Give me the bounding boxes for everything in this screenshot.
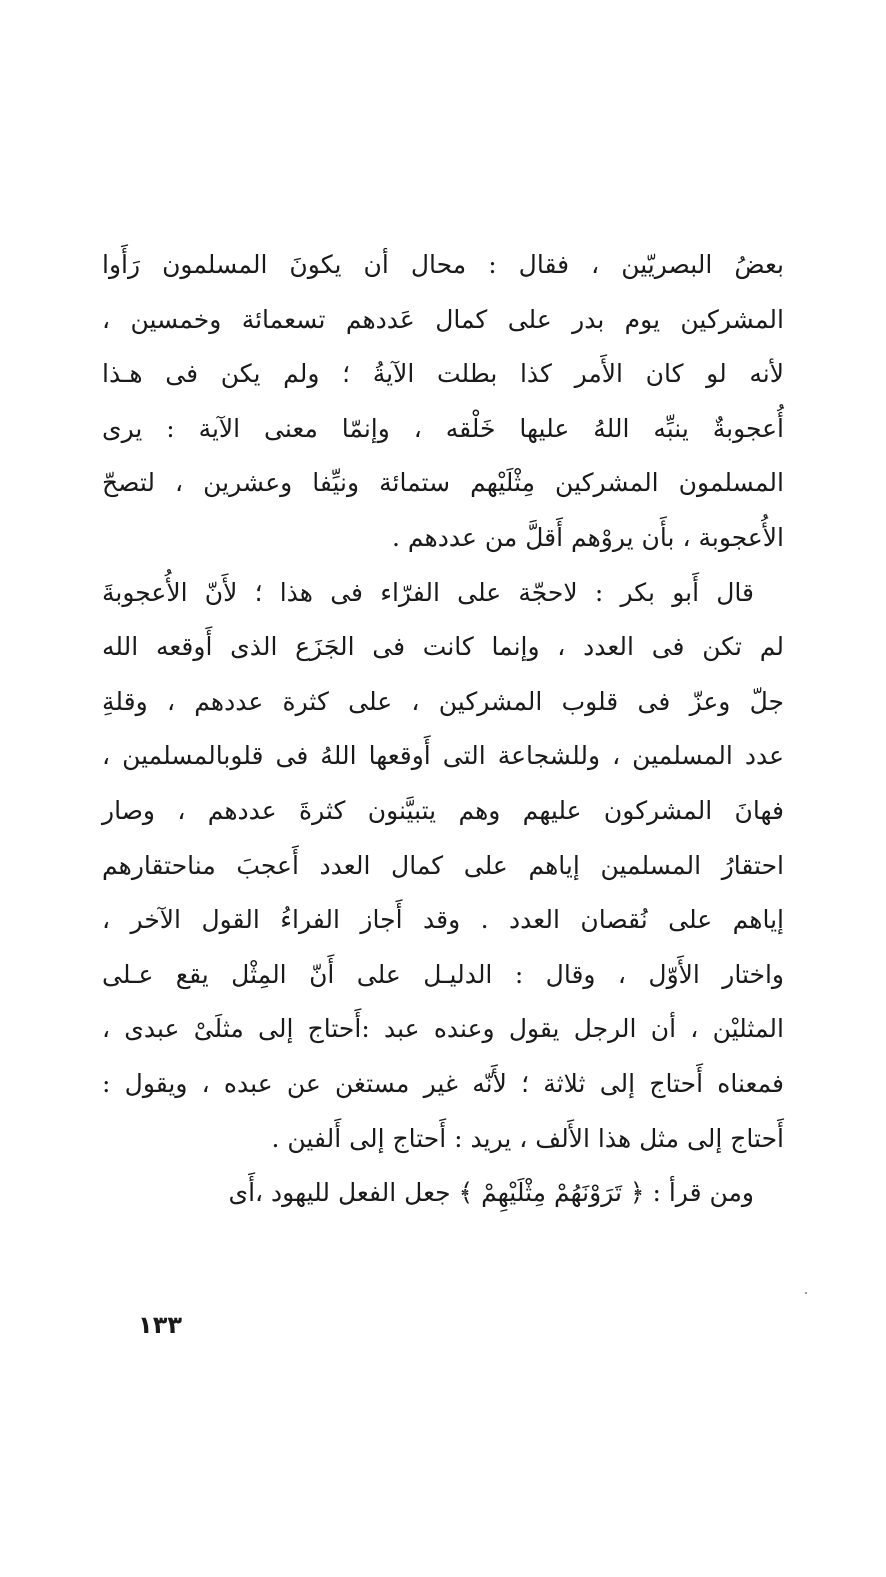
text-line: المثليْن ، أن الرجل يقول وعنده عبد :أَحتاج إلى مثلَىْ عبدى ، — [102, 1014, 784, 1044]
text-line: لم تكن فى العدد ، وإنما كانت فى الجَزَع الذى أَوقعه الله — [102, 632, 784, 662]
scan-speck — [805, 1292, 807, 1294]
text-line: المسلمون المشركين مِثْلَيْهم ستمائة ونيِّفا وعشرين ، لتصحّ — [102, 468, 784, 498]
text-line: أُعجوبةٌ ينبِّه اللهُ عليها خَلْقه ، وإنمّا معنى الآية : يرى — [102, 413, 784, 443]
text-line: لأنه لو كان الأَمر كذا بطلت الآيةُ ؛ ولم يكن فى هـذا — [102, 359, 784, 389]
text-line: فمعناه أَحتاج إلى ثلاثة ؛ لأَنّه غير مستغن عن عبده ، ويقول : — [102, 1068, 784, 1098]
text-line: قال أَبو بكر : لاحجّة على الفرّاء فى هذا ؛ لأَنّ الأُعجوبةَ — [102, 577, 754, 607]
text-line: أَحتاج إلى مثل هذا الأَلف ، يريد : أَحتاج إلى أَلفين . — [271, 1123, 784, 1153]
paragraph-2 — [102, 566, 784, 1167]
text-line: الأُعجوبة ، بأَن يروْهم أَقلَّ من عددهم . — [391, 522, 784, 552]
text-line: جلّ وعزّ فى قلوب المشركين ، على كثرة عددهم ، وقلةِ — [102, 686, 784, 716]
text-line: فهانَ المشركون عليهم وهم يتبيَّنون كثرةَ عددهم ، وصار — [102, 795, 784, 825]
body-text — [102, 238, 784, 1221]
text-line: واختار الأَوّل ، وقال : الدليـل على أَنّ المِثْل يقع عـلى — [102, 959, 784, 989]
text-line: احتقارُ المسلمين إياهم على كمال العدد أَعجبَ مناحتقارهم — [102, 850, 784, 880]
page-number: ١٣٣ — [138, 1311, 182, 1339]
text-line: بعضُ البصريّين ، فقال : محال أن يكونَ المسلمون رَأَوا — [102, 250, 784, 279]
paragraph-1 — [102, 238, 784, 566]
paragraph-3 — [102, 1166, 784, 1221]
text-line: ومن قرأ : ﴿ تَرَوْنَهُمْ مِثْلَيْهِمْ ﴾ جعل الفعل لليهود ،أَى — [228, 1178, 754, 1208]
text-line: المشركين يوم بدر على كمال عَددهم تسعمائة وخمسين ، — [102, 304, 784, 334]
text-line: عدد المسلمين ، وللشجاعة التى أَوقعها اللهُ فى قلوبالمسلمين ، — [102, 741, 784, 771]
text-line: إياهم على نُقصان العدد . وقد أَجاز الفراءُ القول الآخر ، — [102, 905, 784, 935]
